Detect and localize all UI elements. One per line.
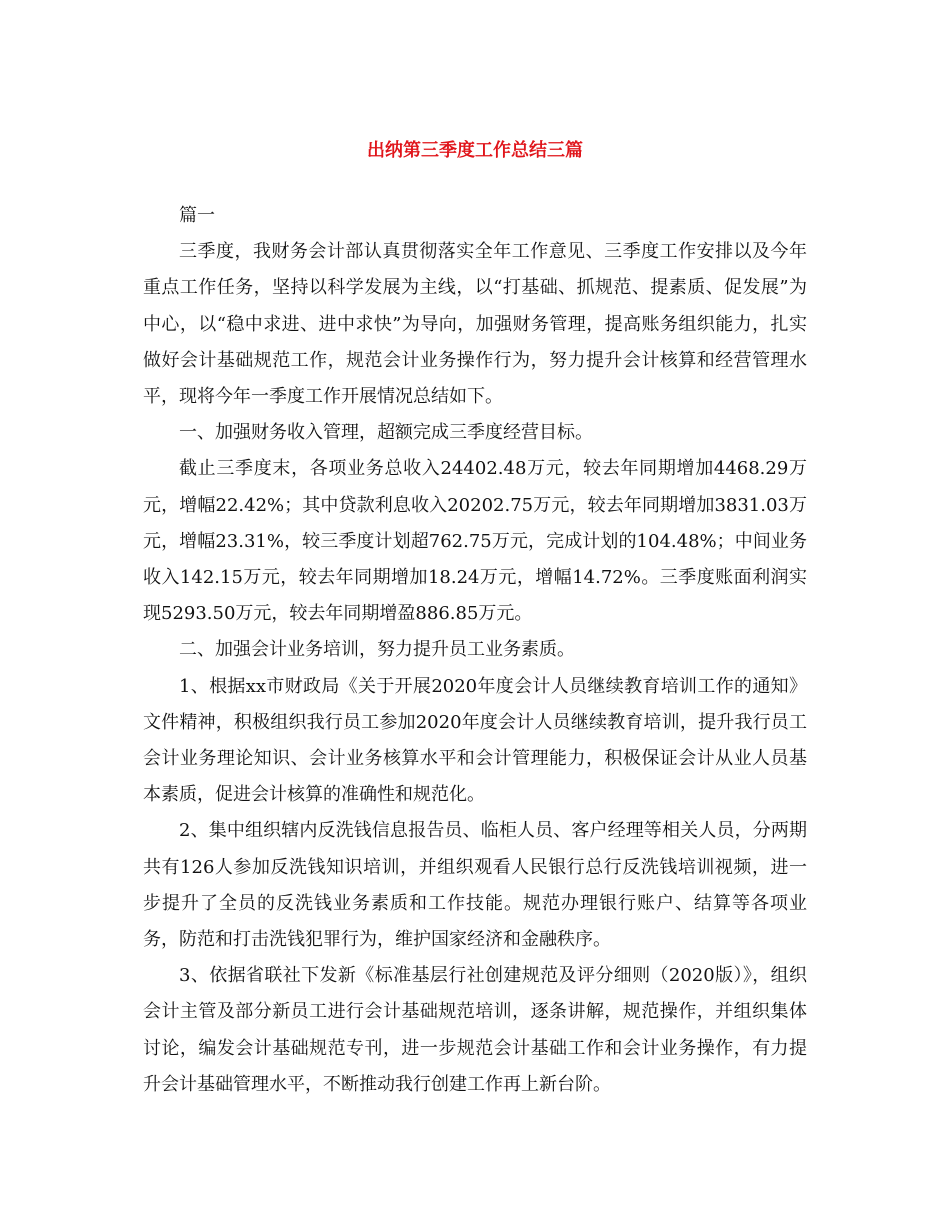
intro-paragraph: 三季度，我财务会计部认真贯彻落实全年工作意见、三季度工作安排以及今年重点工作任务，坚持以科学发展为主线，以“打基础、抓规范、提素质、促发展”为中心，以“稳中求进、进中求快”为导向，加强财务管理，提高账务组织能力，扎实做好会计基础规范工作，规范会计业务操作行为，努力提升会计核算和经营管理水平，现将今年一季度工作开展情况总结如下。 xyxy=(143,241,807,408)
income-paragraph: 截止三季度末，各项业务总收入24402.48万元，较去年同期增加4468.29万元，增幅22.42%；其中贷款利息收入20202.75万元，较去年同期增加3831.03万元，增幅23.31%，较三季度计划超762.75万元，完成计划的104.48%；中间业务收入142.15万元，较去年同期增加18.24万元，增幅14.72%。三季度账面利润实现5293.50万元，较去年同期增盈886.85万元。 xyxy=(143,458,807,625)
section-heading-income: 一、加强财务收入管理，超额完成三季度经营目标。 xyxy=(179,422,593,444)
training-item-1: 1、根据xx市财政局《关于开展2020年度会计人员继续教育培训工作的通知》文件精神，积极组织我行员工参加2020年度会计人员继续教育培训，提升我行员工会计业务理论知识、会计业务核算水平和会计管理能力，积极保证会计从业人员基本素质，促进会计核算的准确性和规范化。 xyxy=(143,675,807,806)
section-heading-training: 二、加强会计业务培训，努力提升员工业务素质。 xyxy=(179,639,575,661)
document-body xyxy=(143,198,807,1103)
section-heading-part-one: 篇一 xyxy=(179,205,215,226)
training-item-2: 2、集中组织辖内反洗钱信息报告员、临柜人员、客户经理等相关人员，分两期共有126人参加反洗钱知识培训，并组织观看人民银行总行反洗钱培训视频，进一步提升了全员的反洗钱业务素质和工作技能。规范办理银行账户、结算等各项业务，防范和打击洗钱犯罪行为，维护国家经济和金融秩序。 xyxy=(143,820,807,951)
training-item-3: 3、依据省联社下发新《标准基层行社创建规范及评分细则（2020版）》，组织会计主管及部分新员工进行会计基础规范培训，逐条讲解，规范操作，并组织集体讨论，编发会计基础规范专刊，进一步规范会计基础工作和会计业务操作，有力提升会计基础管理水平，不断推动我行创建工作再上新台阶。 xyxy=(143,965,807,1095)
document-title: 出纳第三季度工作总结三篇 xyxy=(367,140,583,161)
